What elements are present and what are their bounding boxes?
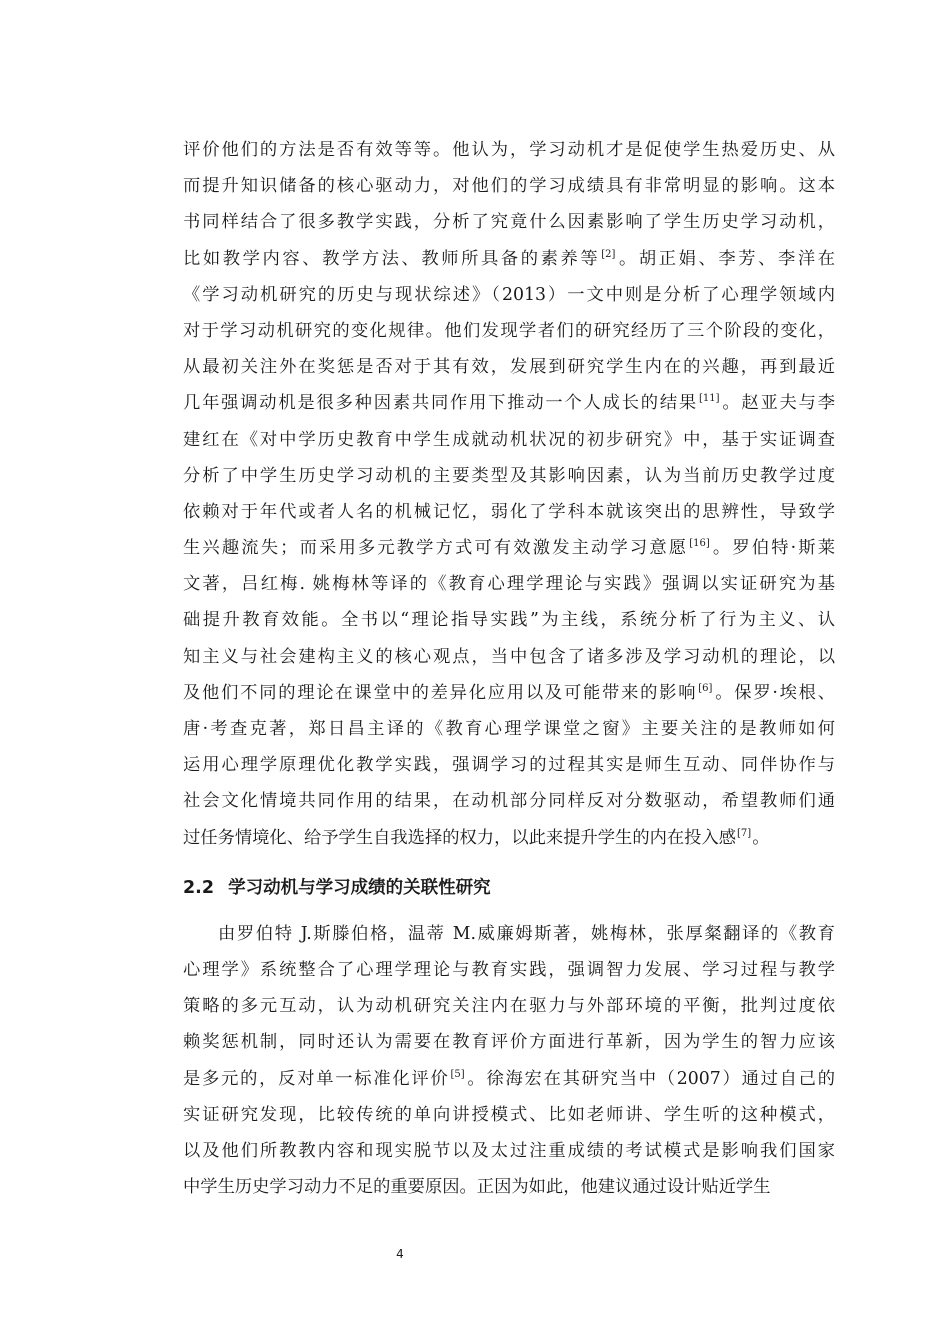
line-text: 建红在《对中学历史教育中学生成就动机状况的初步研究》中，基于实证调查 — [183, 429, 835, 450]
page-number: 4 — [396, 1247, 404, 1261]
citation-ref: [5] — [450, 1068, 465, 1080]
line-text-after: 。罗伯特·斯莱 — [710, 538, 835, 559]
line-text: 过任务情境化、给予学生自我选择的权力，以此来提升学生的内在投入感 — [183, 827, 737, 848]
text-line — [183, 1097, 835, 1133]
section-heading — [183, 870, 835, 906]
text-line — [183, 241, 835, 277]
line-text: 实证研究发现，比较传统的单向讲授模式、比如老师讲、学生听的这种模式， — [183, 1104, 835, 1125]
line-text: 唐·考查克著，郑日昌主译的《教育心理学课堂之窗》主要关注的是教师如何 — [183, 719, 835, 739]
line-text: 《学习动机研究的历史与现状综述》（2013）一文中则是分析了心理学领域内 — [183, 284, 835, 305]
text-line — [183, 1061, 835, 1097]
text-line — [183, 820, 835, 856]
text-line — [183, 602, 835, 638]
line-text: 社会文化情境共同作用的结果，在动机部分同样反对分数驱动，希望教师们通 — [183, 791, 835, 812]
text-line — [183, 458, 835, 494]
citation-ref: [2] — [601, 248, 616, 260]
line-text: 赖奖惩机制，同时还认为需要在教育评价方面进行革新，因为学生的智力应该 — [183, 1032, 835, 1053]
text-line — [183, 952, 835, 988]
text-line — [183, 132, 835, 168]
line-text: 对于学习动机研究的变化规律。他们发现学者们的研究经历了三个阶段的变化， — [183, 320, 835, 341]
text-line — [183, 916, 835, 952]
text-line — [183, 168, 835, 204]
line-text: 比如教学内容、教学方法、教师所具备的素养等 — [183, 248, 601, 269]
text-line — [183, 639, 835, 675]
line-text: 策略的多元互动，认为动机研究关注内在驱力与外部环境的平衡，批判过度依 — [183, 996, 835, 1017]
text-line — [183, 422, 835, 458]
body-paragraph-1 — [183, 132, 835, 856]
text-line — [183, 711, 835, 747]
text-line — [183, 349, 835, 385]
page-content — [183, 132, 835, 1205]
line-text: 中学生历史学习动力不足的重要原因。正因为如此，他建议通过设计贴近学生 — [183, 1177, 771, 1198]
line-text: 书同样结合了很多教学实践，分析了究竟什么因素影响了学生历史学习动机， — [183, 212, 835, 233]
section-title: 学习动机与学习成绩的关联性研究 — [228, 877, 491, 898]
line-text: 知主义与社会建构主义的核心观点，当中包含了诸多涉及学习动机的理论，以 — [183, 646, 835, 667]
citation-ref: [7] — [737, 827, 752, 839]
line-text: 心理学》系统整合了心理学理论与教育实践，强调智力发展、学习过程与教学 — [183, 959, 835, 980]
text-line — [183, 530, 835, 566]
citation-ref: [6] — [698, 682, 713, 694]
line-text: 从最初关注外在奖惩是否对于其有效，发展到研究学生内在的兴趣，再到最近 — [183, 357, 835, 378]
text-line — [183, 747, 835, 783]
text-line — [183, 1169, 835, 1205]
section-number: 2.2 — [183, 877, 215, 898]
text-line — [183, 313, 835, 349]
text-line — [183, 675, 835, 711]
line-text: 础提升教育效能。全书以“理论指导实践”为主线，系统分析了行为主义、认 — [183, 610, 835, 631]
text-line — [183, 494, 835, 530]
text-line — [183, 1024, 835, 1060]
text-line — [183, 783, 835, 819]
text-line — [183, 277, 835, 313]
line-text: 由罗伯特 J.斯滕伯格，温蒂 M.威廉姆斯著，姚梅林，张厚粲翻译的《教育 — [218, 923, 835, 944]
line-text-after: 。胡正娟、李芳、李洋在 — [616, 248, 835, 269]
line-text: 及他们不同的理论在课堂中的差异化应用以及可能带来的影响 — [183, 682, 698, 703]
line-text-after: 。赵亚夫与李 — [720, 393, 835, 414]
line-text: 运用心理学原理优化教学实践，强调学习的过程其实是师生互动、同伴协作与 — [183, 755, 835, 776]
line-text: 以及他们所教教内容和现实脱节以及太过注重成绩的考试模式是影响我们国家 — [183, 1140, 835, 1161]
citation-ref: [11] — [699, 393, 720, 405]
text-line — [183, 385, 835, 421]
line-text: 文著，吕红梅. 姚梅林等译的《教育心理学理论与实践》强调以实证研究为基 — [183, 574, 835, 595]
line-text: 分析了中学生历史学习动机的主要类型及其影响因素，认为当前历史教学过度 — [183, 465, 835, 486]
text-line — [183, 988, 835, 1024]
citation-ref: [16] — [689, 538, 710, 550]
text-line — [183, 204, 835, 240]
line-text: 而提升知识储备的核心驱动力，对他们的学习成绩具有非常明显的影响。这本 — [183, 176, 835, 197]
line-text: 评价他们的方法是否有效等等。他认为，学习动机才是促使学生热爱历史、从 — [183, 140, 835, 160]
text-line — [183, 1133, 835, 1169]
line-text: 生兴趣流失；而采用多元教学方式可有效激发主动学习意愿 — [183, 538, 689, 559]
line-text-after: 。保罗·埃根、 — [713, 682, 835, 703]
line-text-after: 。 — [752, 827, 770, 848]
body-paragraph-2 — [183, 916, 835, 1206]
line-text: 依赖对于年代或者人名的机械记忆，弱化了学科本就该突出的思辨性，导致学 — [183, 501, 835, 522]
line-text-after: 。徐海宏在其研究当中（2007）通过自己的 — [465, 1068, 835, 1089]
line-text: 几年强调动机是很多种因素共同作用下推动一个人成长的结果 — [183, 393, 698, 414]
text-line — [183, 566, 835, 602]
line-text: 是多元的，反对单一标准化评价 — [183, 1068, 450, 1089]
